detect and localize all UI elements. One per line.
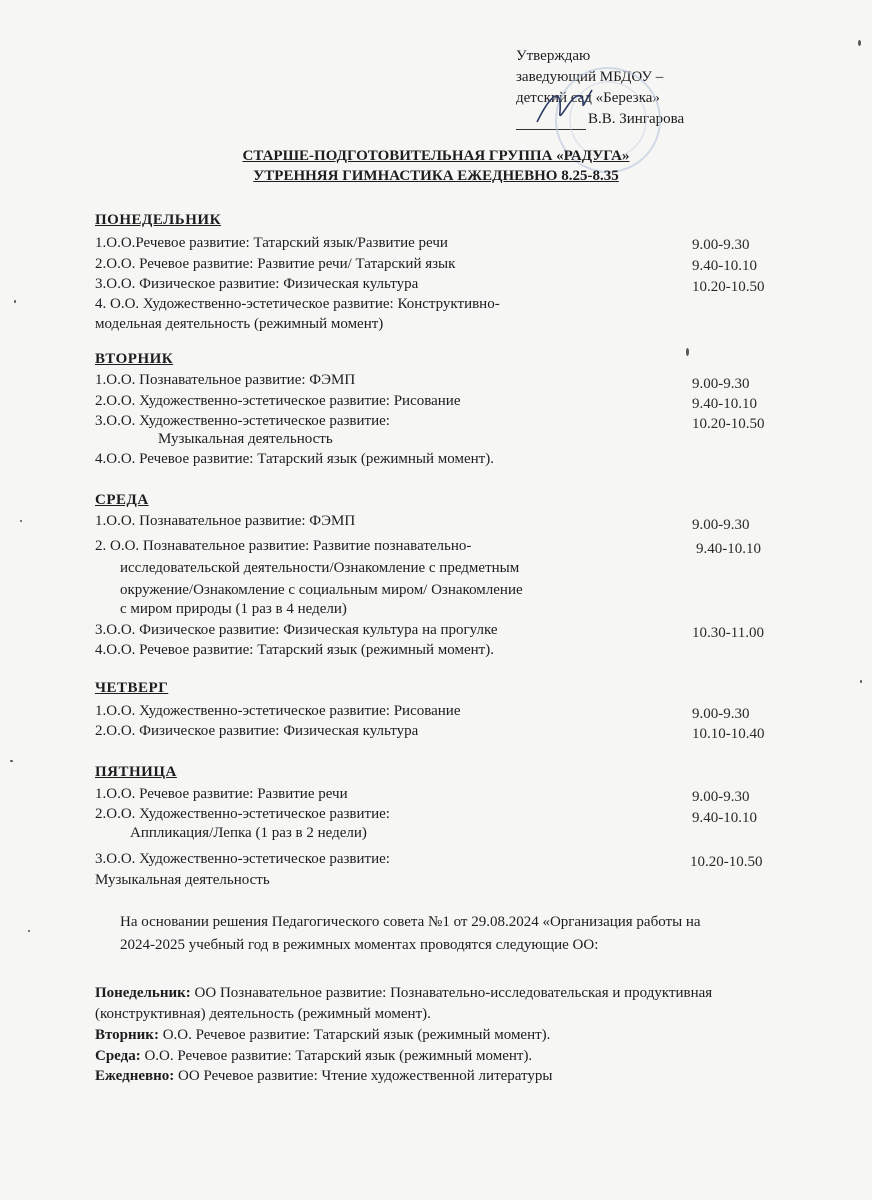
note-wednesday-label: Среда: xyxy=(95,1048,141,1064)
wednesday-row-2d: с миром природы (1 раз в 4 недели) xyxy=(120,601,347,617)
tuesday-row-3b: Музыкальная деятельность xyxy=(158,431,333,447)
tuesday-row-1: 1.О.О. Познавательное развитие: ФЭМП xyxy=(95,372,356,388)
wednesday-time-3: 10.30-11.00 xyxy=(692,625,764,641)
group-title: СТАРШЕ-ПОДГОТОВИТЕЛЬНАЯ ГРУППА «РАДУГА» xyxy=(242,148,630,164)
tuesday-row-2: 2.О.О. Художественно-эстетическое развитие: Рисование xyxy=(95,393,461,409)
tuesday-time-2: 9.40-10.10 xyxy=(692,396,757,412)
friday-time-2: 9.40-10.10 xyxy=(692,810,757,826)
monday-row-4b: модельная деятельность (режимный момент) xyxy=(95,316,384,332)
day-monday: ПОНЕДЕЛЬНИК xyxy=(95,212,221,228)
note-monday xyxy=(95,985,712,1002)
signature-icon xyxy=(532,82,602,128)
tuesday-time-1: 9.00-9.30 xyxy=(692,376,750,392)
tuesday-row-4: 4.О.О. Речевое развитие: Татарский язык (режимный момент). xyxy=(95,451,494,467)
basis-line-1: На основании решения Педагогического совета №1 от 29.08.2024 «Организация работы на xyxy=(120,914,701,930)
monday-time-2: 9.40-10.10 xyxy=(692,258,757,274)
day-wednesday: СРЕДА xyxy=(95,492,149,508)
day-thursday: ЧЕТВЕРГ xyxy=(95,680,169,696)
note-wednesday-text: О.О. Речевое развитие: Татарский язык (режимный момент). xyxy=(140,1048,533,1064)
thursday-row-2: 2.О.О. Физическое развитие: Физическая культура xyxy=(95,723,419,739)
wednesday-row-2b: исследовательской деятельности/Ознакомление с предметным xyxy=(120,560,520,576)
monday-row-1: 1.О.О.Речевое развитие: Татарский язык/Развитие речи xyxy=(95,235,448,251)
monday-row-3: 3.О.О. Физическое развитие: Физическая культура xyxy=(95,276,419,292)
monday-row-2: 2.О.О. Речевое развитие: Развитие речи/ Татарский язык xyxy=(95,256,456,272)
wednesday-row-1: 1.О.О. Познавательное развитие: ФЭМП xyxy=(95,513,356,529)
basis-line-2: 2024-2025 учебный год в режимных моментах проводятся следующие ОО: xyxy=(120,937,599,953)
monday-row-4a: 4. О.О. Художественно-эстетическое развитие: Конструктивно- xyxy=(95,296,500,312)
approval-line-3: детский сад «Березка» xyxy=(516,90,660,106)
approval-line-2: заведующий МБДОУ – xyxy=(516,69,664,85)
wednesday-row-4: 4.О.О. Речевое развитие: Татарский язык (режимный момент). xyxy=(95,642,494,658)
tuesday-row-3a: 3.О.О. Художественно-эстетическое развитие: xyxy=(95,413,390,429)
wednesday-time-1: 9.00-9.30 xyxy=(692,517,750,533)
note-daily-label: Ежедневно: xyxy=(95,1068,175,1084)
gymnastics-title: УТРЕННЯЯ ГИМНАСТИКА ЕЖЕДНЕВНО 8.25-8.35 xyxy=(253,168,619,184)
wednesday-row-3: 3.О.О. Физическое развитие: Физическая культура на прогулке xyxy=(95,622,498,638)
tuesday-time-3: 10.20-10.50 xyxy=(692,416,765,432)
note-monday-label: Понедельник: xyxy=(95,985,191,1001)
approval-line-1: Утверждаю xyxy=(516,48,591,64)
day-friday: ПЯТНИЦА xyxy=(95,764,177,780)
thursday-time-1: 9.00-9.30 xyxy=(692,706,750,722)
note-tuesday xyxy=(95,1027,550,1044)
monday-time-1: 9.00-9.30 xyxy=(692,237,750,253)
thursday-time-2: 10.10-10.40 xyxy=(692,726,765,742)
note-daily-text: ОО Речевое развитие: Чтение художественной литературы xyxy=(174,1068,553,1084)
note-daily xyxy=(95,1068,553,1085)
monday-time-3: 10.20-10.50 xyxy=(692,279,765,295)
friday-row-3a: 3.О.О. Художественно-эстетическое развитие: xyxy=(95,851,390,867)
note-tuesday-label: Вторник: xyxy=(95,1027,159,1043)
director-name: В.В. Зингарова xyxy=(588,111,685,127)
day-tuesday: ВТОРНИК xyxy=(95,351,174,367)
friday-time-1: 9.00-9.30 xyxy=(692,789,750,805)
friday-row-3b: Музыкальная деятельность xyxy=(95,872,270,888)
note-tuesday-text: О.О. Речевое развитие: Татарский язык (режимный момент). xyxy=(158,1027,551,1043)
friday-time-3: 10.20-10.50 xyxy=(690,854,763,870)
wednesday-row-2a: 2. О.О. Познавательное развитие: Развитие познавательно- xyxy=(95,538,472,554)
wednesday-time-2: 9.40-10.10 xyxy=(696,541,761,557)
friday-row-2b: Аппликация/Лепка (1 раз в 2 недели) xyxy=(130,825,367,841)
note-monday-cont: (конструктивная) деятельность (режимный момент). xyxy=(95,1006,431,1022)
thursday-row-1: 1.О.О. Художественно-эстетическое развитие: Рисование xyxy=(95,703,461,719)
note-wednesday xyxy=(95,1048,532,1065)
note-monday-text: ОО Познавательное развитие: Познавательно-исследовательская и продуктивная xyxy=(190,985,713,1001)
friday-row-2a: 2.О.О. Художественно-эстетическое развитие: xyxy=(95,806,390,822)
wednesday-row-2c: окружение/Ознакомление с социальным миром/ Ознакомление xyxy=(120,582,523,598)
friday-row-1: 1.О.О. Речевое развитие: Развитие речи xyxy=(95,786,348,802)
